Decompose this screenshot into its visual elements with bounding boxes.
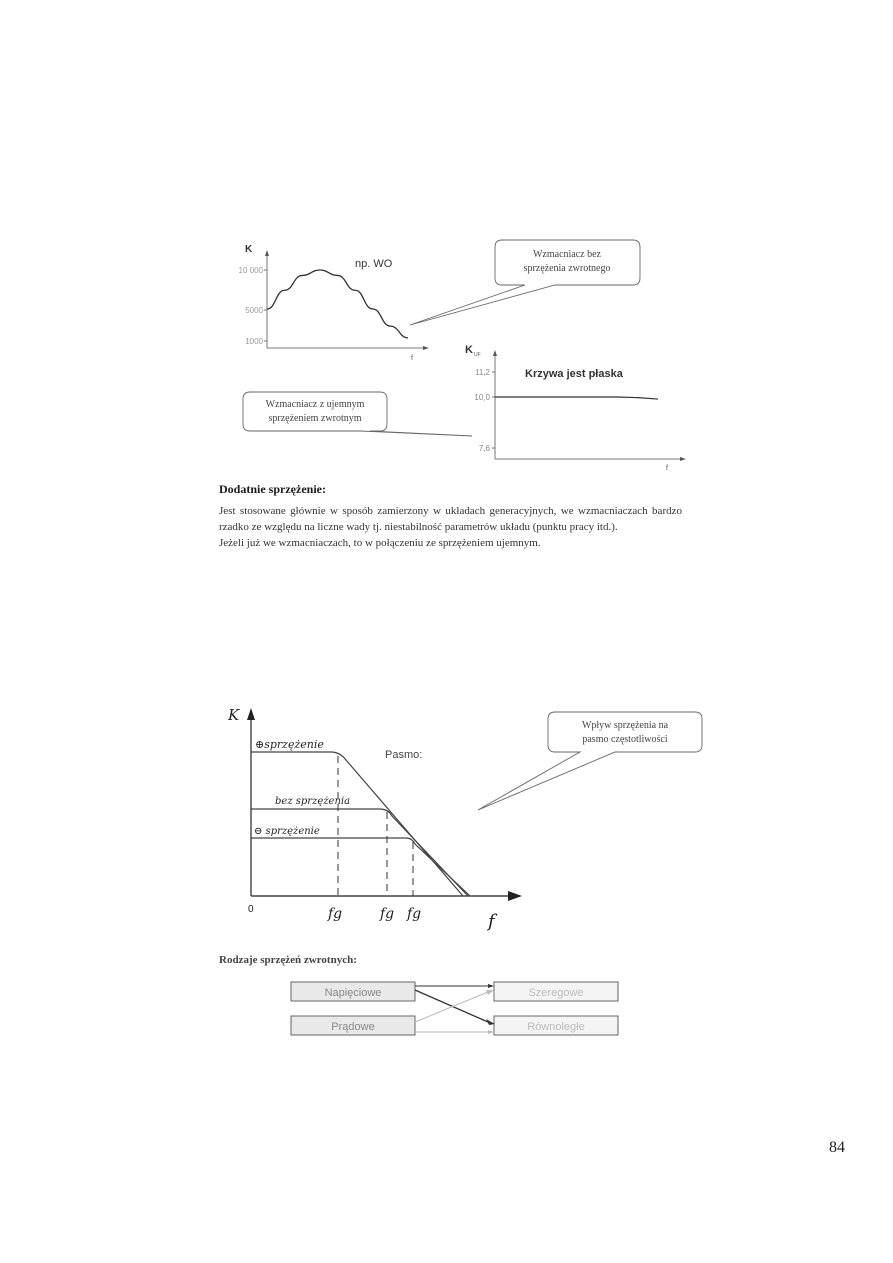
chart-bandwidth	[220, 700, 720, 935]
fg-label: fg	[380, 906, 395, 922]
box-label: Szeregowe	[528, 987, 584, 999]
chart1-tick-label: 5000	[245, 306, 263, 315]
arrow-head	[488, 1030, 494, 1034]
label-negative-feedback: ⊖ sprzężenie	[254, 826, 320, 837]
curve-positive-feedback	[251, 752, 463, 896]
chart2-tick-label: 7,6	[478, 444, 490, 453]
chart1-y-arrow	[265, 250, 269, 256]
chart2-x-label: f	[666, 465, 668, 472]
arrow-head	[488, 984, 494, 988]
callout-text: pasmo częstotliwości	[582, 734, 668, 745]
label-positive-feedback: ⊕sprzężenie	[255, 738, 324, 751]
fg-label: fg	[407, 906, 422, 922]
chart1-callout	[410, 240, 640, 325]
chart1-example-label: np. WO	[355, 258, 393, 270]
chart2-curve	[495, 397, 658, 399]
box-label: Prądowe	[331, 1021, 375, 1033]
feedback-types-diagram	[285, 978, 625, 1042]
chart3-x-arrow	[508, 891, 522, 901]
curve-negative-feedback	[251, 838, 470, 896]
chart3-y-arrow	[247, 708, 255, 720]
chart2-x-arrow	[680, 457, 686, 461]
callout-text: sprzężenia zwrotnego	[523, 263, 611, 274]
page-number: 84	[829, 1139, 845, 1156]
chart2-tick-label: 11,2	[475, 368, 490, 377]
chart2-y-arrow	[493, 350, 497, 356]
chart1-tick-label: 1000	[245, 337, 263, 346]
chart1-y-label: K	[245, 244, 253, 255]
chart2-curve-label: Krzywa jest płaska	[525, 368, 623, 380]
chart2-y-label: K	[465, 344, 473, 356]
label-no-feedback: bez sprzężenia	[275, 796, 351, 807]
paragraph	[219, 503, 682, 551]
chart1-x-label: f	[411, 355, 413, 360]
box-label: Równoległe	[527, 1021, 585, 1033]
chart3-origin-label: 0	[248, 904, 254, 915]
callout-text: Wzmacniacz bez	[532, 249, 602, 260]
section-heading: Rodzaje sprzężeń zwrotnych:	[219, 954, 357, 966]
chart3-x-label: f	[488, 911, 495, 932]
callout-text: Wzmacniacz z ujemnym	[265, 399, 365, 410]
paragraph-line: Jeżeli już we wzmacniaczach, to w połączeniu ze sprzężeniem ujemnym.	[219, 537, 541, 549]
curve-no-feedback	[251, 809, 468, 896]
callout-text: sprzężeniem zwrotnym	[268, 413, 362, 424]
chart2-tick-label: 10,0	[474, 393, 490, 402]
arrow-head	[486, 990, 494, 995]
chart-negative-feedback	[240, 338, 700, 473]
section-heading: Dodatnie sprzężenie:	[219, 482, 326, 496]
chart3-y-label: K	[228, 706, 240, 724]
chart3-title: Pasmo:	[385, 749, 423, 761]
chart2-y-subscript: UF	[474, 352, 481, 358]
paragraph-line: Jest stosowane głównie w sposób zamierzony w układach generacyjnych, we wzmacniaczach bardzo rzadko ze względu na liczne wady tj. niestabilność parametrów układu (punktu pracy itd.).	[219, 505, 682, 533]
fg-label: fg	[328, 906, 343, 922]
callout-text: Wpływ sprzężenia na	[581, 720, 669, 731]
chart1-tick-label: 10 000	[238, 266, 263, 275]
box-label: Napięciowe	[324, 987, 382, 999]
chart1-curve	[267, 270, 408, 338]
